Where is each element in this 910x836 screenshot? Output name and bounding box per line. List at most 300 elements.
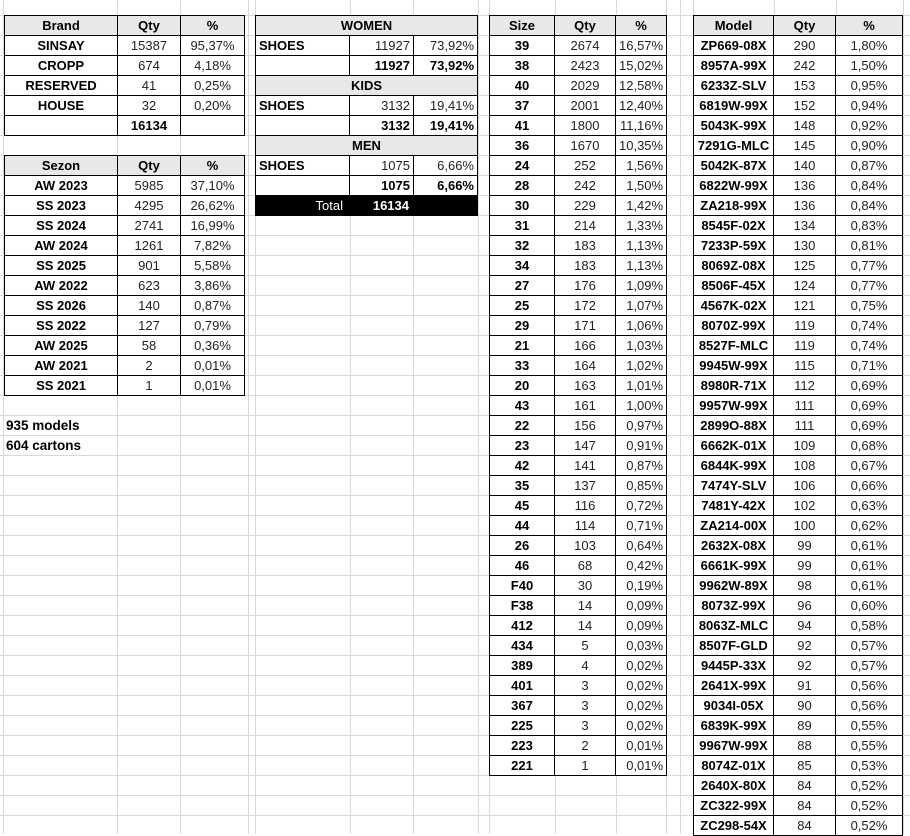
- cell[interactable]: 22: [490, 416, 555, 436]
- cell[interactable]: 35: [490, 476, 555, 496]
- cell[interactable]: 147: [555, 436, 616, 456]
- cell[interactable]: 1,13%: [616, 256, 667, 276]
- cell[interactable]: 6839K-99X: [694, 716, 774, 736]
- cell[interactable]: 2640X-80X: [694, 776, 774, 796]
- cell[interactable]: 39: [490, 36, 555, 56]
- cell[interactable]: 8506F-45X: [694, 276, 774, 296]
- cell[interactable]: 99: [774, 556, 836, 576]
- cell[interactable]: 1,56%: [616, 156, 667, 176]
- cell[interactable]: 12,40%: [616, 96, 667, 116]
- cell[interactable]: 242: [555, 176, 616, 196]
- cell[interactable]: SS 2026: [5, 296, 118, 316]
- cell[interactable]: 119: [774, 336, 836, 356]
- cell[interactable]: 0,01%: [181, 356, 245, 376]
- cell[interactable]: 214: [555, 216, 616, 236]
- cell[interactable]: [256, 116, 350, 136]
- cell[interactable]: 1,13%: [616, 236, 667, 256]
- cell[interactable]: 15,02%: [616, 56, 667, 76]
- cell[interactable]: 7474Y-SLV: [694, 476, 774, 496]
- cell[interactable]: 0,71%: [836, 356, 903, 376]
- cell[interactable]: 9445P-33X: [694, 656, 774, 676]
- cell[interactable]: 88: [774, 736, 836, 756]
- cell[interactable]: SS 2021: [5, 376, 118, 396]
- cell[interactable]: 25: [490, 296, 555, 316]
- cell[interactable]: AW 2025: [5, 336, 118, 356]
- cell[interactable]: 0,90%: [836, 136, 903, 156]
- cell[interactable]: 90: [774, 696, 836, 716]
- cartons-count-note[interactable]: 604 cartons: [6, 438, 82, 453]
- cell[interactable]: 290: [774, 36, 836, 56]
- cell[interactable]: 2741: [118, 216, 181, 236]
- cell[interactable]: HOUSE: [5, 96, 118, 116]
- cell[interactable]: ZC298-54X: [694, 816, 774, 836]
- cell[interactable]: 5985: [118, 176, 181, 196]
- cell[interactable]: 8074Z-01X: [694, 756, 774, 776]
- cell[interactable]: 28: [490, 176, 555, 196]
- cell[interactable]: 15387: [118, 36, 181, 56]
- subtotal-cell[interactable]: 3132: [350, 116, 414, 136]
- column-header[interactable]: %: [616, 16, 667, 36]
- cell[interactable]: 623: [118, 276, 181, 296]
- cell[interactable]: 2899O-88X: [694, 416, 774, 436]
- cell[interactable]: 9034I-05X: [694, 696, 774, 716]
- column-header[interactable]: %: [181, 156, 245, 176]
- cell[interactable]: 42: [490, 456, 555, 476]
- cell[interactable]: CROPP: [5, 56, 118, 76]
- cell[interactable]: 2: [555, 736, 616, 756]
- cell[interactable]: 221: [490, 756, 555, 776]
- cell[interactable]: 6819W-99X: [694, 96, 774, 116]
- cell[interactable]: 5,58%: [181, 256, 245, 276]
- cell[interactable]: 0,19%: [616, 576, 667, 596]
- cell[interactable]: F38: [490, 596, 555, 616]
- subtotal-cell[interactable]: 11927: [350, 56, 414, 76]
- cell[interactable]: F40: [490, 576, 555, 596]
- cell[interactable]: 8507F-GLD: [694, 636, 774, 656]
- cell[interactable]: ZA214-00X: [694, 516, 774, 536]
- total-cell[interactable]: [181, 116, 245, 136]
- cell[interactable]: 412: [490, 616, 555, 636]
- cell[interactable]: 141: [555, 456, 616, 476]
- cell[interactable]: AW 2024: [5, 236, 118, 256]
- cell[interactable]: 6822W-99X: [694, 176, 774, 196]
- cell[interactable]: ZA218-99X: [694, 196, 774, 216]
- cell[interactable]: 0,85%: [616, 476, 667, 496]
- cell[interactable]: 8957A-99X: [694, 56, 774, 76]
- cell[interactable]: 0,66%: [836, 476, 903, 496]
- cell[interactable]: 5: [555, 636, 616, 656]
- cell[interactable]: 0,56%: [836, 676, 903, 696]
- cell[interactable]: 130: [774, 236, 836, 256]
- cell[interactable]: AW 2023: [5, 176, 118, 196]
- cell[interactable]: 2632X-08X: [694, 536, 774, 556]
- cell[interactable]: 46: [490, 556, 555, 576]
- cell[interactable]: 94: [774, 616, 836, 636]
- cell[interactable]: 0,69%: [836, 396, 903, 416]
- cell[interactable]: 1,80%: [836, 36, 903, 56]
- cell[interactable]: 136: [774, 196, 836, 216]
- cell[interactable]: 8527F-MLC: [694, 336, 774, 356]
- cell[interactable]: 84: [774, 776, 836, 796]
- cell[interactable]: 172: [555, 296, 616, 316]
- cell[interactable]: 26: [490, 536, 555, 556]
- cell[interactable]: 8980R-71X: [694, 376, 774, 396]
- cell[interactable]: 3132: [350, 96, 414, 116]
- cell[interactable]: 183: [555, 256, 616, 276]
- cell[interactable]: 183: [555, 236, 616, 256]
- cell[interactable]: 16,57%: [616, 36, 667, 56]
- cell[interactable]: 0,95%: [836, 76, 903, 96]
- cell[interactable]: 106: [774, 476, 836, 496]
- cell[interactable]: 84: [774, 796, 836, 816]
- cell[interactable]: 9967W-99X: [694, 736, 774, 756]
- cell[interactable]: 38: [490, 56, 555, 76]
- cell[interactable]: 0,84%: [836, 196, 903, 216]
- cell[interactable]: 0,64%: [616, 536, 667, 556]
- section-header[interactable]: KIDS: [256, 76, 478, 96]
- cell[interactable]: 161: [555, 396, 616, 416]
- cell[interactable]: 1,01%: [616, 376, 667, 396]
- cell[interactable]: 229: [555, 196, 616, 216]
- column-header[interactable]: Qty: [118, 16, 181, 36]
- cell[interactable]: 2423: [555, 56, 616, 76]
- cell[interactable]: 145: [774, 136, 836, 156]
- total-label[interactable]: Total: [256, 196, 350, 216]
- cell[interactable]: 5042K-87X: [694, 156, 774, 176]
- cell[interactable]: 89: [774, 716, 836, 736]
- cell[interactable]: 9945W-99X: [694, 356, 774, 376]
- cell[interactable]: 140: [118, 296, 181, 316]
- cell[interactable]: 0,75%: [836, 296, 903, 316]
- cell[interactable]: 0,57%: [836, 656, 903, 676]
- cell[interactable]: 7481Y-42X: [694, 496, 774, 516]
- cell[interactable]: 1,03%: [616, 336, 667, 356]
- cell[interactable]: 27: [490, 276, 555, 296]
- total-qty[interactable]: 16134: [350, 196, 414, 216]
- cell[interactable]: 0,55%: [836, 736, 903, 756]
- cell[interactable]: 68: [555, 556, 616, 576]
- cell[interactable]: 1,09%: [616, 276, 667, 296]
- cell[interactable]: 8063Z-MLC: [694, 616, 774, 636]
- cell[interactable]: 98: [774, 576, 836, 596]
- cell[interactable]: 1,50%: [836, 56, 903, 76]
- cell[interactable]: 223: [490, 736, 555, 756]
- cell[interactable]: 96: [774, 596, 836, 616]
- cell[interactable]: RESERVED: [5, 76, 118, 96]
- cell[interactable]: 111: [774, 396, 836, 416]
- cell[interactable]: 0,20%: [181, 96, 245, 116]
- cell[interactable]: 0,25%: [181, 76, 245, 96]
- column-header[interactable]: %: [836, 16, 903, 36]
- cell[interactable]: 0,53%: [836, 756, 903, 776]
- cell[interactable]: 156: [555, 416, 616, 436]
- cell[interactable]: [256, 56, 350, 76]
- cell[interactable]: 121: [774, 296, 836, 316]
- cell[interactable]: 0,09%: [616, 596, 667, 616]
- subtotal-cell[interactable]: 73,92%: [414, 56, 478, 76]
- cell[interactable]: [256, 176, 350, 196]
- cell[interactable]: 24: [490, 156, 555, 176]
- cell[interactable]: 99: [774, 536, 836, 556]
- cell[interactable]: 166: [555, 336, 616, 356]
- cell[interactable]: 0,83%: [836, 216, 903, 236]
- cell[interactable]: 1075: [350, 156, 414, 176]
- cell[interactable]: 1,00%: [616, 396, 667, 416]
- cell[interactable]: 152: [774, 96, 836, 116]
- cell[interactable]: 242: [774, 56, 836, 76]
- cell[interactable]: 434: [490, 636, 555, 656]
- cell[interactable]: 148: [774, 116, 836, 136]
- cell[interactable]: 140: [774, 156, 836, 176]
- cell[interactable]: 19,41%: [414, 96, 478, 116]
- cell[interactable]: 4295: [118, 196, 181, 216]
- cell[interactable]: 33: [490, 356, 555, 376]
- cell[interactable]: 29: [490, 316, 555, 336]
- cell[interactable]: 164: [555, 356, 616, 376]
- cell[interactable]: 6662K-01X: [694, 436, 774, 456]
- cell[interactable]: 6661K-99X: [694, 556, 774, 576]
- cell[interactable]: 6233Z-SLV: [694, 76, 774, 96]
- cell[interactable]: 116: [555, 496, 616, 516]
- cell[interactable]: 0,03%: [616, 636, 667, 656]
- cell[interactable]: 37: [490, 96, 555, 116]
- cell[interactable]: 92: [774, 636, 836, 656]
- cell[interactable]: 0,71%: [616, 516, 667, 536]
- cell[interactable]: 171: [555, 316, 616, 336]
- cell[interactable]: 1: [118, 376, 181, 396]
- cell[interactable]: 225: [490, 716, 555, 736]
- section-header[interactable]: MEN: [256, 136, 478, 156]
- cell[interactable]: 3: [555, 696, 616, 716]
- cell[interactable]: 0,55%: [836, 716, 903, 736]
- cell[interactable]: 137: [555, 476, 616, 496]
- cell[interactable]: 1,07%: [616, 296, 667, 316]
- cell[interactable]: 14: [555, 616, 616, 636]
- cell[interactable]: 2: [118, 356, 181, 376]
- cell[interactable]: 0,58%: [836, 616, 903, 636]
- cell[interactable]: 0,87%: [836, 156, 903, 176]
- cell[interactable]: 92: [774, 656, 836, 676]
- cell[interactable]: 1800: [555, 116, 616, 136]
- cell[interactable]: 0,60%: [836, 596, 903, 616]
- cell[interactable]: 0,91%: [616, 436, 667, 456]
- cell[interactable]: 0,68%: [836, 436, 903, 456]
- cell[interactable]: 1261: [118, 236, 181, 256]
- cell[interactable]: 6,66%: [414, 156, 478, 176]
- cell[interactable]: 84: [774, 816, 836, 836]
- cell[interactable]: 58: [118, 336, 181, 356]
- cell[interactable]: 163: [555, 376, 616, 396]
- cell[interactable]: 0,02%: [616, 656, 667, 676]
- cell[interactable]: 674: [118, 56, 181, 76]
- cell[interactable]: 7291G-MLC: [694, 136, 774, 156]
- subtotal-cell[interactable]: 6,66%: [414, 176, 478, 196]
- cell[interactable]: 103: [555, 536, 616, 556]
- cell[interactable]: 134: [774, 216, 836, 236]
- cell[interactable]: 0,79%: [181, 316, 245, 336]
- cell[interactable]: 8070Z-99X: [694, 316, 774, 336]
- column-header[interactable]: Qty: [118, 156, 181, 176]
- cell[interactable]: 0,61%: [836, 536, 903, 556]
- column-header[interactable]: Sezon: [5, 156, 118, 176]
- cell[interactable]: 23: [490, 436, 555, 456]
- column-header[interactable]: Size: [490, 16, 555, 36]
- cell[interactable]: SHOES: [256, 156, 350, 176]
- cell[interactable]: 7,82%: [181, 236, 245, 256]
- cell[interactable]: 4,18%: [181, 56, 245, 76]
- cell[interactable]: 41: [118, 76, 181, 96]
- cell[interactable]: SHOES: [256, 96, 350, 116]
- cell[interactable]: 2029: [555, 76, 616, 96]
- total-cell[interactable]: [414, 196, 478, 216]
- models-count-note[interactable]: 935 models: [6, 418, 80, 433]
- cell[interactable]: 34: [490, 256, 555, 276]
- section-header[interactable]: WOMEN: [256, 16, 478, 36]
- cell[interactable]: 73,92%: [414, 36, 478, 56]
- cell[interactable]: 0,94%: [836, 96, 903, 116]
- cell[interactable]: 31: [490, 216, 555, 236]
- cell[interactable]: 9957W-99X: [694, 396, 774, 416]
- cell[interactable]: 43: [490, 396, 555, 416]
- cell[interactable]: 41: [490, 116, 555, 136]
- cell[interactable]: 901: [118, 256, 181, 276]
- cell[interactable]: 0,74%: [836, 316, 903, 336]
- cell[interactable]: 95,37%: [181, 36, 245, 56]
- cell[interactable]: 20: [490, 376, 555, 396]
- cell[interactable]: 0,63%: [836, 496, 903, 516]
- cell[interactable]: 124: [774, 276, 836, 296]
- cell[interactable]: 1,02%: [616, 356, 667, 376]
- cell[interactable]: 5043K-99X: [694, 116, 774, 136]
- cell[interactable]: 8069Z-08X: [694, 256, 774, 276]
- cell[interactable]: SS 2024: [5, 216, 118, 236]
- cell[interactable]: 30: [555, 576, 616, 596]
- subtotal-cell[interactable]: 19,41%: [414, 116, 478, 136]
- cell[interactable]: 8073Z-99X: [694, 596, 774, 616]
- cell[interactable]: AW 2021: [5, 356, 118, 376]
- cell[interactable]: 401: [490, 676, 555, 696]
- cell[interactable]: 10,35%: [616, 136, 667, 156]
- cell[interactable]: 4567K-02X: [694, 296, 774, 316]
- cell[interactable]: 6844K-99X: [694, 456, 774, 476]
- cell[interactable]: 119: [774, 316, 836, 336]
- cell[interactable]: 176: [555, 276, 616, 296]
- cell[interactable]: 0,01%: [616, 756, 667, 776]
- cell[interactable]: 114: [555, 516, 616, 536]
- cell[interactable]: 153: [774, 76, 836, 96]
- cell[interactable]: 40: [490, 76, 555, 96]
- cell[interactable]: 11927: [350, 36, 414, 56]
- cell[interactable]: 21: [490, 336, 555, 356]
- cell[interactable]: 36: [490, 136, 555, 156]
- cell[interactable]: 12,58%: [616, 76, 667, 96]
- cell[interactable]: 1,33%: [616, 216, 667, 236]
- cell[interactable]: 1,06%: [616, 316, 667, 336]
- cell[interactable]: 100: [774, 516, 836, 536]
- cell[interactable]: 85: [774, 756, 836, 776]
- cell[interactable]: 91: [774, 676, 836, 696]
- cell[interactable]: 112: [774, 376, 836, 396]
- cell[interactable]: 0,81%: [836, 236, 903, 256]
- cell[interactable]: 252: [555, 156, 616, 176]
- cell[interactable]: 0,52%: [836, 776, 903, 796]
- cell[interactable]: 0,92%: [836, 116, 903, 136]
- cell[interactable]: 0,69%: [836, 416, 903, 436]
- cell[interactable]: SS 2025: [5, 256, 118, 276]
- cell[interactable]: 0,87%: [181, 296, 245, 316]
- cell[interactable]: 2641X-99X: [694, 676, 774, 696]
- cell[interactable]: 367: [490, 696, 555, 716]
- cell[interactable]: 0,77%: [836, 276, 903, 296]
- cell[interactable]: SS 2022: [5, 316, 118, 336]
- cell[interactable]: 0,09%: [616, 616, 667, 636]
- cell[interactable]: 26,62%: [181, 196, 245, 216]
- cell[interactable]: 108: [774, 456, 836, 476]
- cell[interactable]: 8545F-02X: [694, 216, 774, 236]
- cell[interactable]: 0,42%: [616, 556, 667, 576]
- cell[interactable]: 30: [490, 196, 555, 216]
- cell[interactable]: 3: [555, 676, 616, 696]
- cell[interactable]: AW 2022: [5, 276, 118, 296]
- cell[interactable]: 32: [118, 96, 181, 116]
- cell[interactable]: 0,02%: [616, 696, 667, 716]
- subtotal-cell[interactable]: 1075: [350, 176, 414, 196]
- cell[interactable]: ZP669-08X: [694, 36, 774, 56]
- cell[interactable]: 0,36%: [181, 336, 245, 356]
- cell[interactable]: 0,87%: [616, 456, 667, 476]
- column-header[interactable]: Qty: [555, 16, 616, 36]
- total-cell[interactable]: 16134: [118, 116, 181, 136]
- cell[interactable]: 45: [490, 496, 555, 516]
- cell[interactable]: 389: [490, 656, 555, 676]
- cell[interactable]: 125: [774, 256, 836, 276]
- column-header[interactable]: Brand: [5, 16, 118, 36]
- cell[interactable]: 0,02%: [616, 676, 667, 696]
- cell[interactable]: 1,50%: [616, 176, 667, 196]
- cell[interactable]: SHOES: [256, 36, 350, 56]
- cell[interactable]: 127: [118, 316, 181, 336]
- cell[interactable]: 9962W-89X: [694, 576, 774, 596]
- cell[interactable]: 0,77%: [836, 256, 903, 276]
- cell[interactable]: SS 2023: [5, 196, 118, 216]
- cell[interactable]: 0,57%: [836, 636, 903, 656]
- cell[interactable]: 136: [774, 176, 836, 196]
- cell[interactable]: 37,10%: [181, 176, 245, 196]
- cell[interactable]: 0,56%: [836, 696, 903, 716]
- cell[interactable]: 0,62%: [836, 516, 903, 536]
- cell[interactable]: 0,01%: [181, 376, 245, 396]
- cell[interactable]: 0,67%: [836, 456, 903, 476]
- cell[interactable]: 44: [490, 516, 555, 536]
- cell[interactable]: 7233P-59X: [694, 236, 774, 256]
- cell[interactable]: 0,01%: [616, 736, 667, 756]
- cell[interactable]: 11,16%: [616, 116, 667, 136]
- cell[interactable]: 0,97%: [616, 416, 667, 436]
- cell[interactable]: 111: [774, 416, 836, 436]
- cell[interactable]: 3: [555, 716, 616, 736]
- cell[interactable]: 0,02%: [616, 716, 667, 736]
- cell[interactable]: 4: [555, 656, 616, 676]
- cell[interactable]: ZC322-99X: [694, 796, 774, 816]
- cell[interactable]: 109: [774, 436, 836, 456]
- cell[interactable]: 14: [555, 596, 616, 616]
- column-header[interactable]: Model: [694, 16, 774, 36]
- column-header[interactable]: %: [181, 16, 245, 36]
- cell[interactable]: 0,52%: [836, 816, 903, 836]
- cell[interactable]: 3,86%: [181, 276, 245, 296]
- cell[interactable]: 102: [774, 496, 836, 516]
- cell[interactable]: 115: [774, 356, 836, 376]
